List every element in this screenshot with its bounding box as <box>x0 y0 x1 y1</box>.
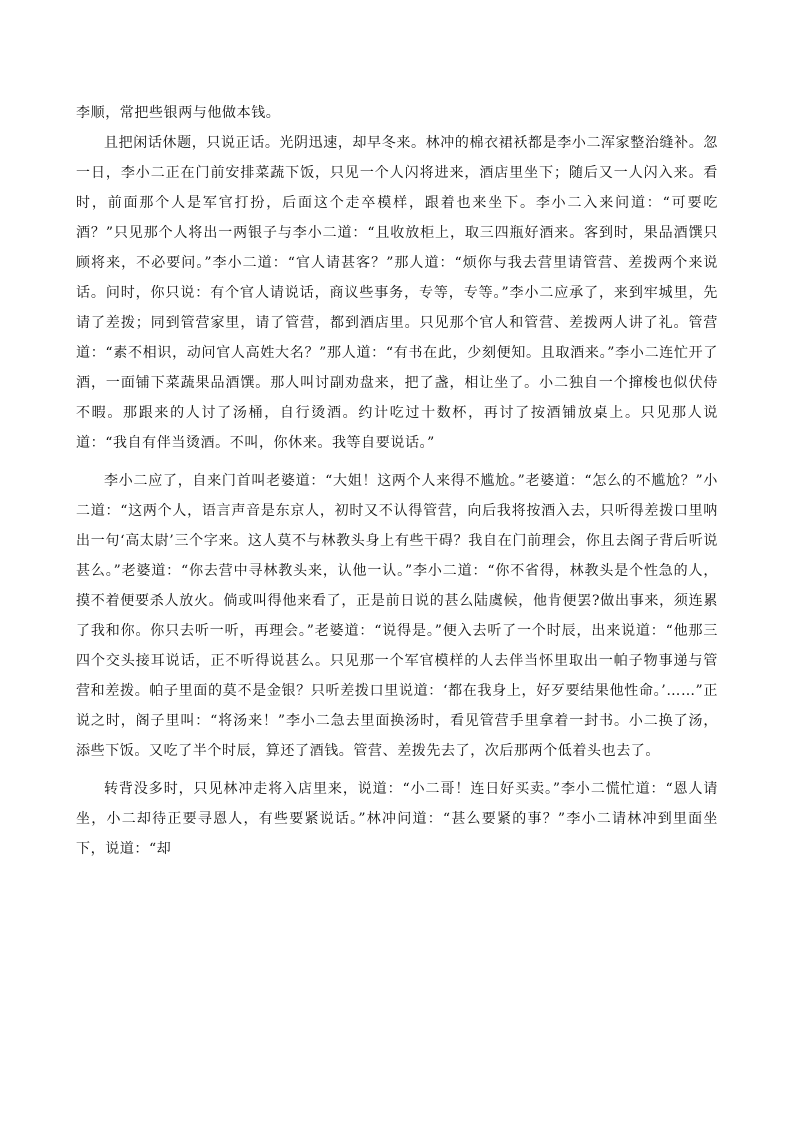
paragraph-3: 李小二应了，自来门首叫老婆道：“大姐！这两个人来得不尴尬。”老婆道：“怎么的不尴尬？”小二道：“这两个人，语言声音是东京人，初时又不认得管营，向后我将按酒入去，只听得差拨口里呐出一句‘高太尉’三个字来。这人莫不与林教头身上有些干碍？我自在门前理会，你且去阁子背后听说甚么。”老婆道：“你去营中寻林教头来，认他一认。”李小二道：“你不省得，林教头是个性急的人，摸不着便要杀人放火。倘或叫得他来看了，正是前日说的甚么陆虞候，他肯便罢?做出事来，须连累了我和你。你只去听一听，再理会。”老婆道：“说得是。”便入去听了一个时辰，出来说道：“他那三四个交头接耳说话，正不听得说甚么。只见那一个军官模样的人去伴当怀里取出一帕子物事递与管营和差拨。帕子里面的莫不是金银？只听差拨口里说道：‘都在我身上，好歹要结果他性命。’……”正说之时，阁子里叫：“将汤来！”李小二急去里面换汤时，看见管营手里拿着一封书。小二换了汤，添些下饭。又吃了半个时辰，算还了酒钱。管营、差拨先去了，次后那两个低着头也去了。 <box>76 473 718 759</box>
paragraph-1: 李顺，常把些银两与他做本钱。 <box>76 105 281 121</box>
document-page <box>76 98 718 864</box>
paragraph-4: 转背没多时，只见林冲走将入店里来，说道：“小二哥！连日好买卖。”李小二慌忙道：“恩人请坐，小二却待正要寻恩人，有些要紧说话。”林冲问道：“甚么要紧的事？”李小二请林冲到里面坐下，说道：“却 <box>76 781 718 857</box>
paragraph-2: 且把闲话休题，只说正话。光阴迅速，却早冬来。林冲的棉衣裙袄都是李小二浑家整治缝补。忽一日，李小二正在门前安排菜蔬下饭，只见一个人闪将进来，酒店里坐下；随后又一人闪入来。看时，前面那个人是军官打扮，后面这个走卒模样，跟着也来坐下。李小二入来问道：“可要吃酒？”只见那个人将出一两银子与李小二道：“且收放柜上，取三四瓶好酒来。客到时，果品酒馔只顾将来，不必要问。”李小二道：“官人请甚客？”那人道：“烦你与我去营里请管营、差拨两个来说话。问时，你只说：有个官人请说话，商议些事务，专等，专等。”李小二应承了，来到牢城里，先请了差拨；同到管营家里，请了管营，都到酒店里。只见那个官人和管营、差拨两人讲了礼。管营道：“素不相识，动问官人高姓大名？”那人道：“有书在此，少刻便知。且取酒来。”李小二连忙开了酒，一面铺下菜蔬果品酒馔。那人叫讨副劝盘来，把了盏，相让坐了。小二独自一个撺梭也似伏侍不暇。那跟来的人讨了汤桶，自行烫酒。约计吃过十数杯，再讨了按酒铺放桌上。只见那人说道：“我自有伴当烫酒。不叫，你休来。我等自要说话。” <box>76 135 718 451</box>
